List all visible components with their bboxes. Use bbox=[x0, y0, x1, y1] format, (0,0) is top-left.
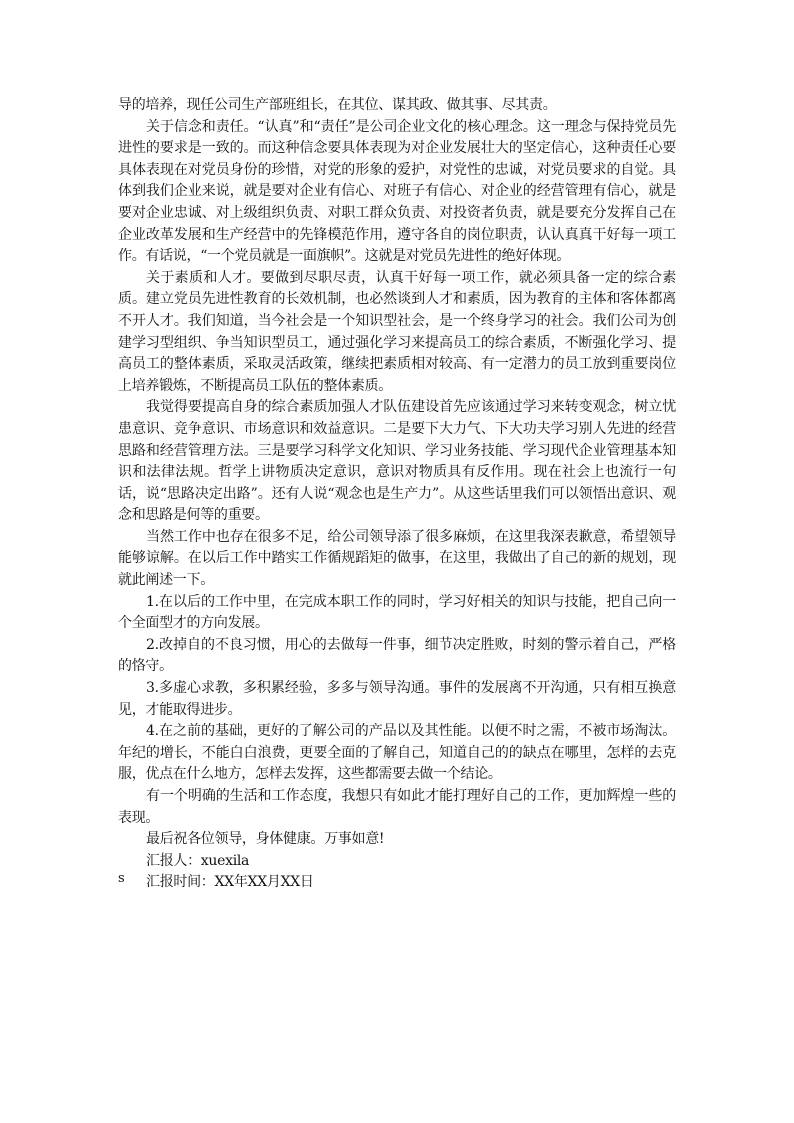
reporter-line: 汇报人：xuexila bbox=[146, 852, 250, 869]
plan-item-3: 3.多虚心求教，多积累经验，多多与领导沟通。事件的发展离不开沟通，只有相互换意见，才能取得进步。 bbox=[118, 680, 676, 718]
paragraph-training-continuation: 导的培养，现任公司生产部班组长，在其位、谋其政、做其事、尽其责。 bbox=[118, 97, 557, 113]
plan-item-2: 2.改掉自的不良习惯，用心的去做每一件事，细节决定胜败，时刻的警示着自己，严格的恪守。 bbox=[118, 636, 676, 675]
document-body bbox=[118, 95, 676, 894]
plan-item-1: 1.在以后的工作中里，在完成本职工作的同时，学习好相关的知识与技能，把自己向一个全面型才的方向发展。 bbox=[118, 593, 676, 632]
trailing-character: s bbox=[118, 871, 125, 886]
plan-item-4: 4.在之前的基础，更好的了解公司的产品以及其性能。以便不时之需，不被市场淘汰。年纪的增长，不能白白浪费，更要全面的了解自己，知道自己的的缺点在哪里，怎样的去克服，优点在什么地方，怎样去发挥，这些都需要去做一个结论。 bbox=[118, 723, 676, 783]
paragraph-belief-and-responsibility: 关于信念和责任。“认真”和“责任”是公司企业文化的核心理念。这一理念与保持党员先进性的要求是一致的。而这种信念要具体表现为对企业发展壮大的坚定信心，这种责任心要具体表现在对党员身份的珍惜，对党的形象的爱护，对党性的忠诚，对党员要求的自觉。具体到我们企业来说，就是要对企业有信心、对班子有信心、对企业的经营管理有信心，就是要对企业忠诚、对上级组织负责、对职工群众负责、对投资者负责，就是要充分发挥自己在企业改革发展和生产经营中的先锋模范作用，遵守各自的岗位职责，认认真真干好每一项工作。有话说，“一个党员就是一面旗帜”。这就是对党员先进性的绝好体现。 bbox=[118, 118, 676, 265]
report-date-line: 汇报时间：XX年XX月XX日 bbox=[146, 874, 314, 891]
paragraph-quality-and-talent: 关于素质和人才。要做到尽职尽责，认真干好每一项工作，就必须具备一定的综合素质。建立党员先进性教育的长效机制，也必然谈到人才和素质，因为教育的主体和客体都离不开人才。我们知道，当今社会是一个知识型社会，是一个终身学习的社会。我们公司为创建学习型组织、争当知识型员工，通过强化学习来提高员工的综合素质，不断强化学习、提高员工的整体素质，采取灵活政策，继续把素质相对较高、有一定潜力的员工放到重要岗位上培养锻炼，不断提高员工队伍的整体素质。 bbox=[118, 269, 676, 394]
paragraph-attitude: 有一个明确的生活和工作态度，我想只有如此才能打理好自己的工作，更加辉煌一些的表现。 bbox=[118, 788, 676, 826]
closing-wishes: 最后祝各位领导，身体健康。万事如意! bbox=[146, 831, 385, 848]
paragraph-shortcomings: 当然工作中也存在很多不足，给公司领导添了很多麻烦，在这里我深表歉意，希望领导能够谅解。在以后工作中踏实工作循规蹈矩的做事，在这里，我做出了自己的新的规划，现就此阐述一下。 bbox=[118, 528, 676, 589]
paragraph-improve-quality: 我觉得要提高自身的综合素质加强人才队伍建设首先应该通过学习来转变观念，树立忧患意识、竞争意识、市场意识和效益意识。二是要下大力气、下大功夫学习别人先进的经营思路和经营管理方法。三是要学习科学文化知识、学习业务技能、学习现代企业管理基本知识和法律法规。哲学上讲物质决定意识，意识对物质具有反作用。现在社会上也流行一句话，说“思路决定出路”。还有人说“观念也是生产力”。从这些话里我们可以领悟出意识、观念和思路是何等的重要。 bbox=[118, 399, 676, 524]
